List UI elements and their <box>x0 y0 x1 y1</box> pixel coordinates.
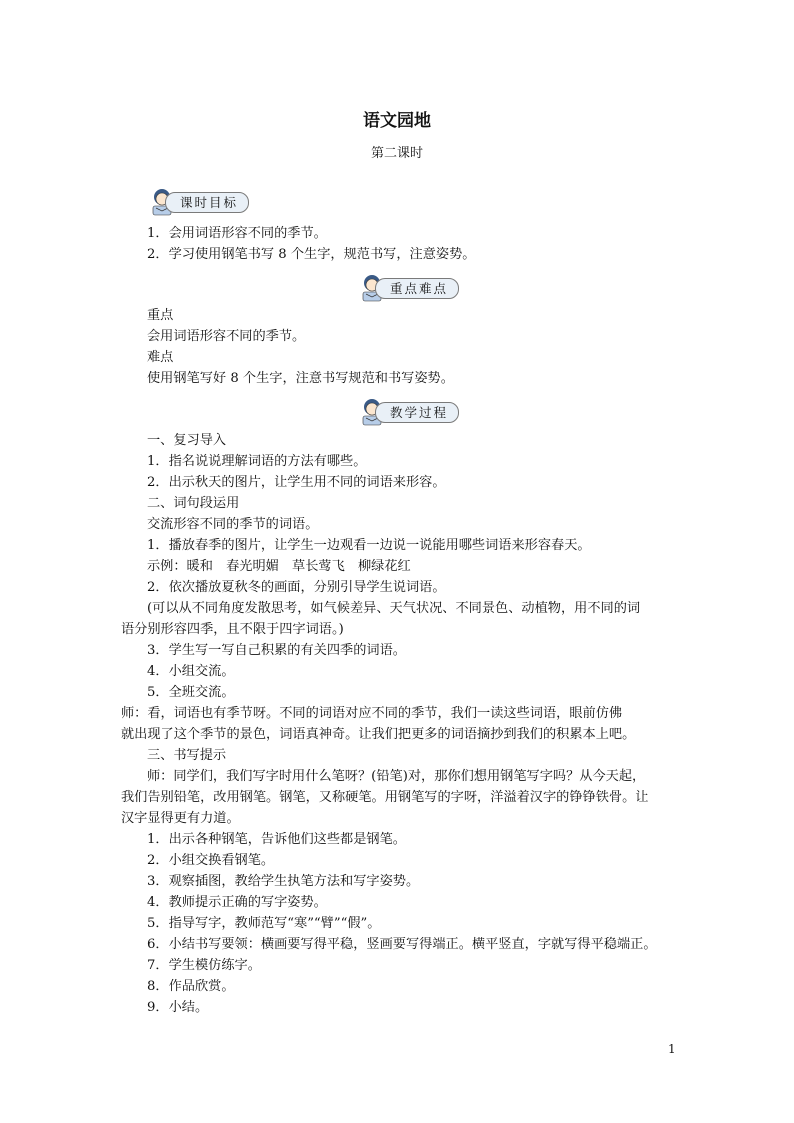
section-1-heading: 一、复习导入 <box>147 433 227 448</box>
section-1-item-2: 2．出示秋天的图片，让学生用不同的词语来形容。 <box>147 475 446 490</box>
section-3-item-7: 7．学生模仿练字。 <box>147 958 261 973</box>
goal-item-1: 1．会用词语形容不同的季节。 <box>147 226 327 241</box>
section-2-item-3: 3．学生写一写自己积累的有关四季的词语。 <box>147 643 406 658</box>
section-3-heading: 三、书写提示 <box>147 748 227 763</box>
section-2-example: 示例：暖和 春光明媚 草长莺飞 柳绿花红 <box>147 559 411 574</box>
section-2-teacher-line-2: 就出现了这个季节的景色，词语真神奇。让我们把更多的词语摘抄到我们的积累本上吧。 <box>121 727 636 742</box>
goal-item-2: 2．学习使用钢笔书写 8 个生字，规范书写，注意姿势。 <box>147 247 476 262</box>
section-2-note-line-1: (可以从不同角度发散思考，如气候差异、天气状况、不同景色、动植物，用不同的词 <box>147 601 641 616</box>
badge-key-points-label: 重点难点 <box>375 278 459 299</box>
section-2-teacher-line-1: 师：看，词语也有季节呀。不同的词语对应不同的季节，我们一读这些词语，眼前仿佛 <box>121 706 623 721</box>
section-3-item-3: 3．观察插图，教给学生执笔方法和写字姿势。 <box>147 874 420 889</box>
section-3-teacher-line-2: 我们告别铅笔，改用钢笔。钢笔，又称硬笔。用钢笔写的字呀，洋溢着汉字的铮铮铁骨。让 <box>121 790 649 805</box>
section-3-item-6: 6．小结书写要领：横画要写得平稳，竖画要写得端正。横平竖直，字就写得平稳端正。 <box>147 937 657 952</box>
section-2-item-5: 5．全班交流。 <box>147 685 235 700</box>
section-2-item-1: 1．播放春季的图片，让学生一边观看一边说一说能用哪些词语来形容春天。 <box>147 538 591 553</box>
section-3-teacher-line-1: 师：同学们，我们写字时用什么笔呀？(铅笔)对，那你们想用钢笔写字吗？从今天起， <box>147 769 646 784</box>
section-2-heading: 二、词句段运用 <box>147 496 240 511</box>
badge-goals-label: 课时目标 <box>165 192 249 213</box>
section-2-note-line-2: 语分别形容四季，且不限于四字词语。) <box>121 622 344 637</box>
key-text: 会用词语形容不同的季节。 <box>147 329 306 344</box>
difficulty-label: 难点 <box>147 350 174 365</box>
page-title: 语文园地 <box>363 111 431 131</box>
section-2-item-2: 2．依次播放夏秋冬的画面，分别引导学生说词语。 <box>147 580 446 595</box>
section-3-teacher-line-3: 汉字显得更有力道。 <box>121 811 240 826</box>
section-3-item-4: 4．教师提示正确的写字姿势。 <box>147 895 327 910</box>
section-3-item-9: 9．小结。 <box>147 1000 209 1015</box>
section-2-item-4: 4．小组交流。 <box>147 664 235 679</box>
section-3-item-2: 2．小组交换看钢笔。 <box>147 853 275 868</box>
section-3-item-1: 1．出示各种钢笔，告诉他们这些都是钢笔。 <box>147 832 406 847</box>
difficulty-text: 使用钢笔写好 8 个生字，注意书写规范和书写姿势。 <box>147 371 454 386</box>
section-1-item-1: 1．指名说说理解词语的方法有哪些。 <box>147 454 367 469</box>
badge-process-label: 教学过程 <box>375 402 459 423</box>
page-subtitle: 第二课时 <box>370 146 423 161</box>
section-3-item-8: 8．作品欣赏。 <box>147 979 235 994</box>
section-2-intro: 交流形容不同的季节的词语。 <box>147 517 319 532</box>
key-label: 重点 <box>147 308 174 323</box>
section-3-item-5: 5．指导写字，教师范写“寒”“臂”“假”。 <box>147 916 381 931</box>
page-number: 1 <box>668 1042 676 1056</box>
